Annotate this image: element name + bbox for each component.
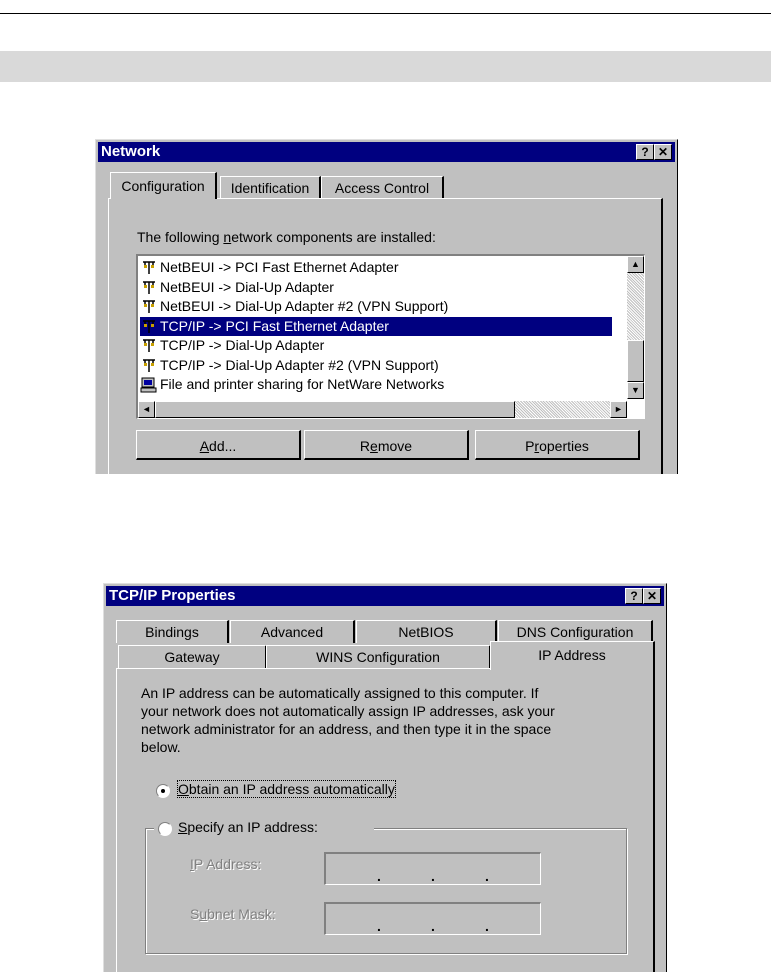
tcpip-title: TCP/IP Properties	[109, 587, 236, 604]
horizontal-scrollbar[interactable]	[138, 401, 627, 418]
list-item[interactable]	[140, 317, 612, 336]
ip-description: An IP address can be automatically assigned to this computer. If your network does not automatically assign IP addresses, ask your network administrator for an address, and then type it in the space below.	[141, 685, 555, 755]
protocol-icon	[140, 280, 158, 296]
tab-bindings[interactable]: Bindings	[116, 620, 229, 643]
scroll-left-button[interactable]: ◄	[138, 401, 155, 418]
scroll-right-button[interactable]: ►	[610, 401, 627, 418]
tab-identification[interactable]: Identification	[220, 176, 321, 199]
add-button[interactable]: Add...	[136, 430, 301, 460]
list-item-label: TCP/IP -> PCI Fast Ethernet Adapter	[160, 317, 389, 334]
protocol-icon	[140, 299, 158, 315]
list-item[interactable]	[140, 258, 401, 277]
list-item-label: NetBEUI -> Dial-Up Adapter	[160, 278, 334, 295]
network-title: Network	[101, 143, 161, 160]
ip-separator: .	[485, 868, 489, 884]
scroll-up-button[interactable]: ▲	[627, 256, 644, 273]
list-item[interactable]	[140, 375, 446, 394]
list-item-label: NetBEUI -> Dial-Up Adapter #2 (VPN Support)	[160, 298, 449, 314]
list-item-label: NetBEUI -> PCI Fast Ethernet Adapter	[160, 259, 399, 275]
close-button[interactable]: ✕	[654, 144, 672, 160]
specify-ip-groupbox	[145, 828, 627, 954]
help-button[interactable]: ?	[625, 588, 643, 604]
close-button[interactable]: ✕	[643, 588, 661, 604]
properties-button[interactable]: Properties	[475, 430, 640, 460]
ip-separator: .	[431, 868, 435, 884]
ip-separator: .	[431, 918, 435, 934]
tab-ip-address[interactable]: IP Address	[490, 641, 655, 670]
tab-netbios[interactable]: NetBIOS	[356, 620, 497, 643]
protocol-icon	[140, 319, 158, 335]
remove-button[interactable]: Remove	[304, 430, 469, 460]
list-item-label: TCP/IP -> Dial-Up Adapter #2 (VPN Support)	[160, 356, 439, 373]
list-item[interactable]	[140, 278, 336, 297]
tcpip-properties-dialog	[103, 583, 667, 972]
components-listbox[interactable]	[136, 254, 645, 419]
specify-ip-radio[interactable]	[158, 822, 172, 836]
vertical-scroll-thumb[interactable]	[627, 340, 644, 382]
tab-access-control[interactable]: Access Control	[321, 176, 444, 199]
subnet-mask-label: Subnet Mask:	[190, 906, 276, 922]
protocol-icon	[140, 338, 158, 354]
section-header-bar	[0, 51, 771, 82]
ip-separator: .	[485, 918, 489, 934]
tab-advanced[interactable]: Advanced	[230, 620, 355, 643]
file-sharing-icon	[140, 377, 158, 393]
subnet-mask-field[interactable]	[324, 902, 541, 935]
help-button[interactable]: ?	[636, 144, 654, 160]
list-item[interactable]	[140, 356, 441, 375]
tab-wins-configuration[interactable]: WINS Configuration	[266, 645, 491, 668]
radio-selected-dot	[161, 789, 165, 793]
list-item-label: File and printer sharing for NetWare Networks	[160, 376, 445, 392]
ip-address-label: IP Address:	[190, 856, 262, 872]
list-item[interactable]	[140, 297, 450, 316]
list-item-label: TCP/IP -> Dial-Up Adapter	[160, 337, 325, 353]
horizontal-scroll-thumb[interactable]	[155, 401, 515, 418]
components-label: The following network components are installed:	[137, 229, 436, 245]
tab-dns-configuration[interactable]: DNS Configuration	[498, 620, 653, 643]
ip-separator: .	[377, 918, 381, 934]
tcpip-titlebar[interactable]	[106, 586, 664, 606]
network-dialog	[95, 139, 678, 474]
scroll-down-button[interactable]: ▼	[627, 382, 644, 399]
protocol-icon	[140, 260, 158, 276]
specify-ip-label[interactable]: Specify an IP address:	[178, 819, 318, 835]
ip-separator: .	[377, 868, 381, 884]
network-titlebar[interactable]	[98, 142, 675, 162]
tab-configuration[interactable]: Configuration	[110, 172, 217, 199]
tab-gateway[interactable]: Gateway	[118, 645, 267, 668]
protocol-icon	[140, 358, 158, 374]
obtain-ip-radio[interactable]	[156, 784, 170, 798]
obtain-ip-label[interactable]: Obtain an IP address automatically	[178, 781, 395, 797]
ip-address-field[interactable]	[324, 852, 541, 885]
page-top-rule	[0, 13, 771, 14]
vertical-scrollbar[interactable]	[627, 256, 644, 399]
list-item[interactable]	[140, 336, 326, 355]
